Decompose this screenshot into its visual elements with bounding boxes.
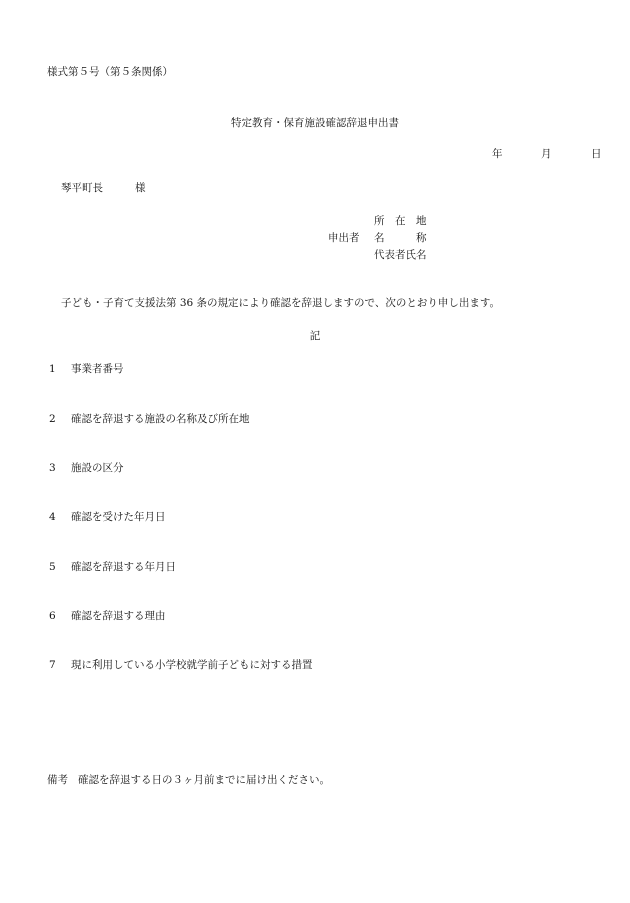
statement-text: 子ども・子育て支援法第 36 条の規定により確認を辞退しますので、次のとおり申し出ます。: [61, 297, 500, 309]
item-number: 1: [49, 363, 56, 375]
addressee: [61, 181, 146, 195]
item-number: 5: [49, 561, 56, 573]
date-year: 年: [492, 148, 503, 160]
ki-heading: 記: [309, 330, 321, 342]
item-number: 7: [49, 659, 56, 671]
item-label: 確認を辞退する施設の名称及び所在地: [71, 413, 250, 425]
document-title: 特定教育・保育施設確認辞退申出書: [231, 117, 399, 129]
item-label: 事業者番号: [71, 363, 124, 375]
remarks-label: 備考: [47, 774, 68, 786]
form-number: 様式第５号（第５条関係）: [47, 66, 173, 78]
applicant-label: 申出者: [328, 232, 360, 244]
addressee-name: 琴平町長: [61, 182, 103, 194]
applicant-address-field: 所 在 地: [374, 215, 427, 227]
remarks: [47, 773, 330, 787]
item-label: 施設の区分: [71, 462, 124, 474]
item-label: 現に利用している小学校就学前子どもに対する措置: [71, 659, 313, 671]
item-label: 確認を辞退する年月日: [71, 561, 176, 573]
item-label: 確認を受けた年月日: [71, 511, 166, 523]
item-number: 6: [49, 610, 56, 622]
date-month: 月: [541, 148, 552, 160]
date-day: 日: [591, 148, 602, 160]
item-number: 2: [49, 413, 56, 425]
item-label: 確認を辞退する理由: [71, 610, 166, 622]
item-number: 4: [49, 511, 56, 523]
applicant-name-field: 名 称: [374, 232, 427, 244]
item-number: 3: [49, 462, 56, 474]
remarks-text: 確認を辞退する日の３ヶ月前までに届け出ください。: [78, 774, 330, 786]
addressee-honorific: 様: [135, 182, 146, 194]
applicant-representative-field: 代表者氏名: [374, 249, 427, 261]
